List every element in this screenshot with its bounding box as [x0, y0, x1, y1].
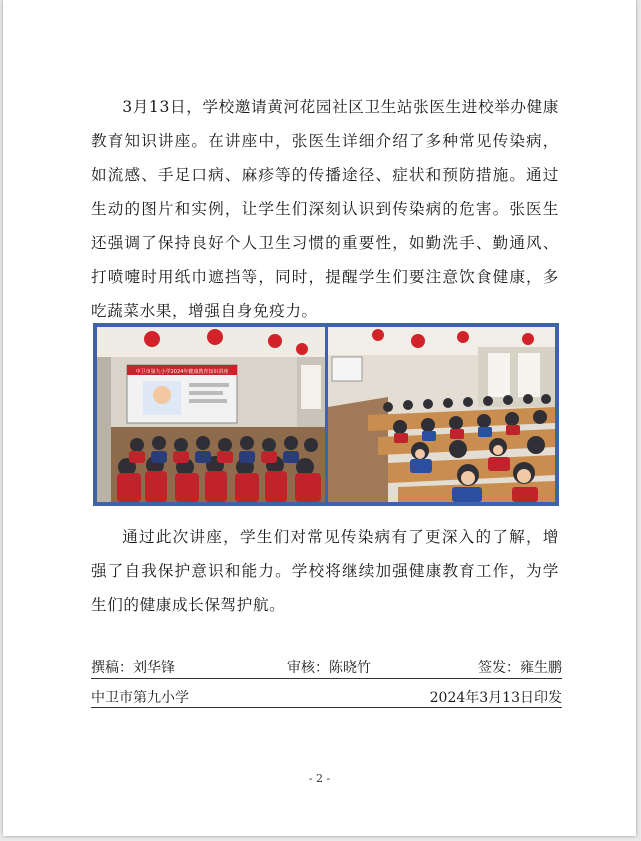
divider-line: [91, 678, 562, 679]
reviewer-credit: 审核：陈晓竹: [287, 660, 371, 676]
page-number: - 2 -: [308, 772, 331, 785]
issuer-credit: 签发：雍生鹏: [478, 660, 562, 676]
projector-screen-title: 中卫市第九小学2024年健康教育知识讲座: [135, 369, 229, 375]
lecture-students-photo-right: [328, 327, 555, 502]
divider-line: [91, 707, 562, 708]
body-paragraph-1: 3月13日，学校邀请黄河花园社区卫生站张医生进校举办健康教育知识讲座。在讲座中，张医生详细介绍了多种常见传染病，如流感、手足口病、麻疹等的传播途径、症状和预防措施。通过生动的图片和实例，让学生们深刻认识到传染病的危害。张医生还强调了保持良好个人卫生习惯的重要性，如勤洗手、勤通风、打喷嚏时用纸巾遮挡等，同时，提醒学生们要注意饮食健康，多吃蔬菜水果，增强自身免疫力。: [91, 98, 559, 320]
body-paragraph-2: 通过此次讲座，学生们对常见传染病有了更深入的了解，增强了自我保护意识和能力。学校将继续加强健康教育工作，为学生们的健康成长保驾护航。: [91, 528, 559, 614]
school-name: 中卫市第九小学: [91, 690, 189, 706]
photo-collage: [93, 323, 559, 506]
issue-date: 2024年3月13日印发: [429, 690, 562, 706]
author-credit: 撰稿：刘华锋: [91, 660, 175, 676]
document-page: [3, 0, 636, 836]
lecture-classroom-photo-left: [97, 327, 325, 502]
